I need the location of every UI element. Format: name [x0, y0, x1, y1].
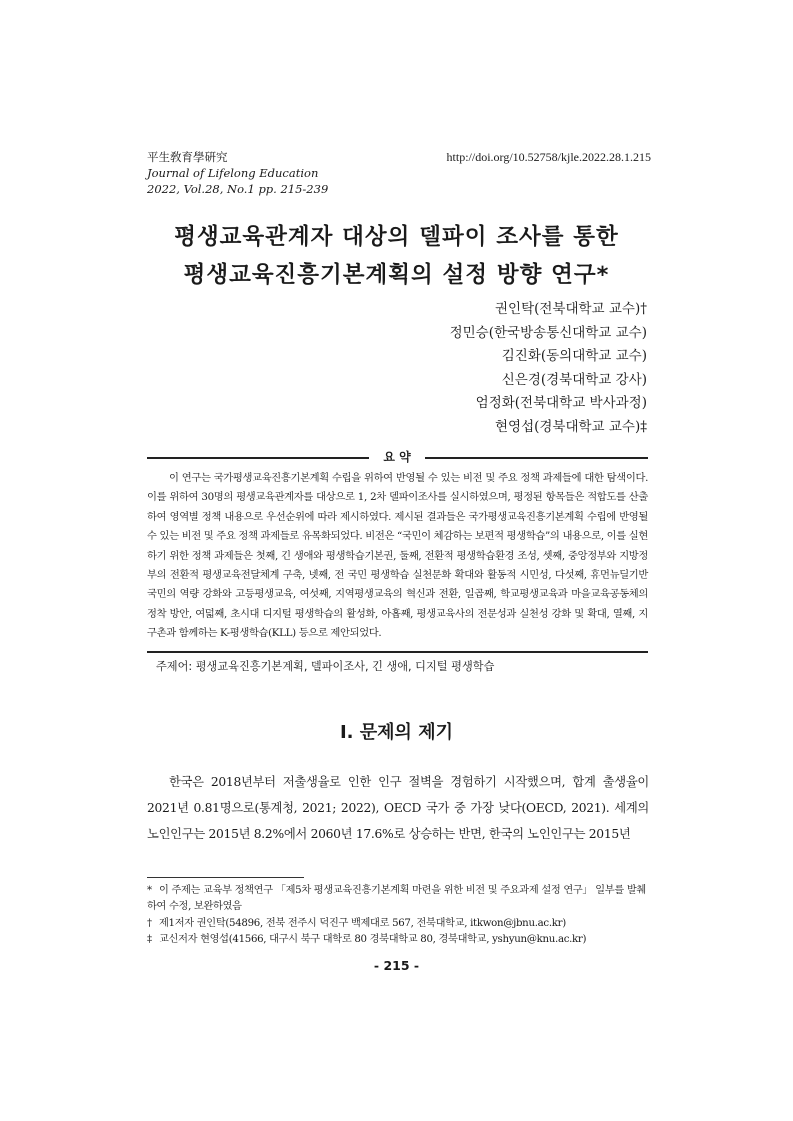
author: 정민승(한국방송통신대학교 교수) — [449, 324, 647, 341]
volume-info: 2022, Vol.28, No.1 pp. 215-239 — [147, 182, 329, 196]
body-paragraph: 한국은 2018년부터 저출생율로 인한 인구 절벽을 경험하기 시작했으며, 합계 출생율이 2021년 0.81명으로(통계청, 2021; 2022), OECD 국가 중 가장 낮다(OECD, 2021). 세계의 노인인구는 2015년 8.2%에서 2060년 17.6%로 상승하는 반면, 한국의 노인인구는 2015년 — [147, 775, 649, 841]
footnote-text: 교신저자 현영섭(41566, 대구시 북구 대학로 80 경북대학교 80, 경북대학교, yshyun@knu.ac.kr) — [159, 934, 587, 945]
title-line-2: 평생교육진흥기본계획의 설정 방향 연구* — [183, 262, 610, 288]
title-line-1: 평생교육관계자 대상의 델파이 조사를 통한 — [174, 224, 619, 250]
footnote-funding — [147, 883, 649, 914]
footnote-mark: * — [147, 885, 152, 896]
abstract-heading: 요 약 — [383, 450, 411, 464]
footnote-text: 제1저자 권인탁(54896, 전북 전주시 덕진구 백제대로 567, 전북대학교, itkwon@jbnu.ac.kr) — [159, 918, 566, 929]
abstract-heading-bar — [147, 448, 647, 466]
footnote-mark: ‡ — [147, 934, 152, 945]
abstract-bottom-rule — [147, 651, 648, 653]
abstract-text: 이 연구는 국가평생교육진흥기본계획 수립을 위하여 반영될 수 있는 비전 및 주요 정책 과제들에 대한 탐색이다. 이를 위하여 30명의 평생교육관계자를 대상으로 1, 2차 델파이조사를 실시하였으며, 평정된 항목들은 적합도를 산출하여 영역별 정책 내용으로 우선순위에 따라 제시하였다. 제시된 결과들은 국가평생교육진흥기본계획 수립에 반영될 수 있는 비전 및 주요 정책 과제들로 유목화되었다. 비전은 “국민이 체감하는 보편적 평생학습”의 내용으로, 이를 실현하기 위한 정책 과제들은 첫째, 긴 생애와 평생학습기본권, 둘째, 전환적 평생학습환경 조성, 셋째, 중앙정부와 지방정부의 전환적 평생교육전달체계 구축, 넷째, 전 국민 평생학습 실천문화 확대와 활동적 시민성, 다섯째, 휴먼뉴딜기반 국민의 역량 강화와 고등평생교육, 여섯째, 지역평생교육의 혁신과 전환, 일곱째, 학교평생교육과 마을교육공동체의 정착 방안, 여덟째, 초시대 디지털 평생학습의 활성화, 아홉째, 평생교육사의 전문성과 실천성 강화 및 확대, 열째, 지구촌과 함께하는 K-평생학습(KLL) 등으로 제안되었다. — [147, 472, 648, 640]
author: 신은경(경북대학교 강사) — [501, 371, 647, 388]
abstract-rule-left — [147, 457, 369, 459]
abstract-rule-right — [425, 457, 648, 459]
author: 권인탁(전북대학교 교수)† — [495, 301, 647, 317]
footnote-text: 이 주제는 교육부 정책연구 「제5차 평생교육진흥기본계획 마련을 위한 비전 및 주요과제 설정 연구」 일부를 발췌하여 수정, 보완하였음 — [147, 885, 646, 912]
author: 엄정화(전북대학교 박사과정) — [475, 395, 647, 411]
journal-korean-name: 平生敎育學硏究 — [147, 150, 228, 164]
author-list — [450, 298, 647, 439]
footnote-mark: † — [147, 918, 152, 929]
page-number: - 215 - — [373, 958, 420, 973]
author: 현영섭(경북대학교 교수)‡ — [495, 418, 647, 435]
footnote-divider — [147, 877, 304, 878]
footnote-corresponding-author — [147, 932, 649, 948]
journal-header — [147, 149, 328, 197]
journal-english-name: Journal of Lifelong Education — [147, 166, 319, 180]
keywords: 주제어: 평생교육진흥기본계획, 델파이조사, 긴 생애, 디지털 평생학습 — [156, 660, 495, 673]
footnote-first-author — [147, 916, 649, 932]
doi-link[interactable]: http://doi.org/10.52758/kjle.2022.28.1.215 — [446, 150, 651, 164]
section-heading: I. 문제의 제기 — [339, 722, 453, 743]
author: 김진화(동의대학교 교수) — [501, 348, 647, 364]
